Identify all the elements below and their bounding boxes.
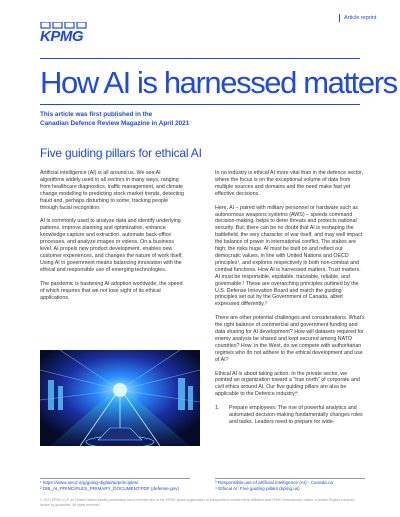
paragraph: In no industry is ethical AI more vital than in the defence sector, where the focus is on the exceptional volume of data from multiple sources and domains and the need make fast yet effective decisions. [215,170,364,197]
page-title: How AI is harnessed matters [40,65,397,100]
left-column [40,170,185,308]
footnote-link[interactable]: ⁴ Ethical AI: Five guiding pillars (kpmg.us) [215,486,300,492]
hero-image-ai-highway [40,350,200,446]
title-rule [40,104,360,105]
paragraph: Here, AI – paired with military personnel or hardware such as autonomous weapons systems (AWS) – speeds command decision-making, helps to deter threats and protects national security. But, there can be no doubt that AI is reshaping the battlefield, the very character of war itself, and may well impact the balance of power in international conflict. The stakes are high; the risks huge. AI must be built on and reflect our democratic values, in line with United Nations and OECD principles¹, and explores respectively in both non-combat and combat functions. How AI is harnessed matters. Trust matters. AI must be responsible, equitable, traceable, reliable, and governable.² These are overarching principles outlined by the U.S. Defense Innovation Board and match the guiding principles set out by the Government of Canada, albeit expressed differently.³ [215,204,363,308]
footnote-link[interactable]: ² DIB_AI_PRINCIPLES_PRIMARY_DOCUMENT.PDF (defense.gov) [40,486,180,492]
publication-note-line2: Canadian Defence Review Magazine in April 2021 [40,120,190,127]
copyright-notice: © 2021 KPMG LLP, an Ontario limited liability partnership and a member firm of the KPMG global organization of independent member firms affiliated with KPMG International Limited, a private English company limited by guarantee. All rights reserved. [40,498,355,507]
section-heading: Five guiding pillars for ethical AI [40,146,202,160]
right-column [215,170,365,426]
paragraph: There are other potential challenges and considerations. What's the right balance of commercial and government funding and data sharing for AI development? How will datasets required for enemy analysis be shared and kept secured among NATO countries? How, in the West, do we compete with authoritarian regimes who do not adhere to the ethical development and use of AI? [215,315,365,363]
list-item [215,405,365,426]
ai-highway-illustration [40,350,200,446]
publication-note-line1: This article was first published in the [40,111,153,118]
footnote-rule-left [40,478,190,479]
paragraph: AI is commonly used to analyze data and identify underlying patterns, improve planning and optimization, enhance knowledge capture and extraction, automate back-office processes, and analyze images or videos. On a business level, AI propels new product development, enables new customer experiences, and changes the nature of work itself. Using AI in government means balancing innovation with the ethical and responsible use of emerging technologies. [40,218,183,273]
footnote-link[interactable]: ¹ https://www.oecd.org/going-digital/ai/principles/ [40,480,139,485]
list-number: 1. [215,405,220,412]
footnotes-right [215,480,365,492]
publication-note [40,110,189,128]
paragraph: Ethical AI is about taking action. In the private sector, we pointed an organization toward a "true north" of corporate and civil ethics around AI. Our five guiding pillars are also be applicable to the Defence industry⁴: [215,370,360,398]
kpmg-logo: KPMG [40,28,83,45]
list-text: Prepare employees: The rise of powerful analytics and automated decision-making fundamentally changes roles and tasks. Leaders need to prepare for wide- [229,405,363,425]
header-rule [40,58,360,59]
footnotes-left [40,480,210,492]
footnote-link[interactable]: ³ Responsible use of artificial intelligence (AI) - Canada.ca [215,480,333,485]
paragraph: The pandemic is hastening AI adoption worldwide, the speed of which requires that we not lose sight of its ethical applications. [40,280,183,301]
article-type-tag: Article reprint [339,14,390,22]
footnote-rule-right [215,478,365,479]
paragraph: Artificial intelligence (AI) is all around us. We see AI algorithms widely used in all sectors in many ways, ranging from healthcare diagnostics, traffic management, and climate change modelling to predicting stock market trends, detecting fraud and, perhaps disturbing to some, tracking people through facial recognition. [40,170,184,211]
